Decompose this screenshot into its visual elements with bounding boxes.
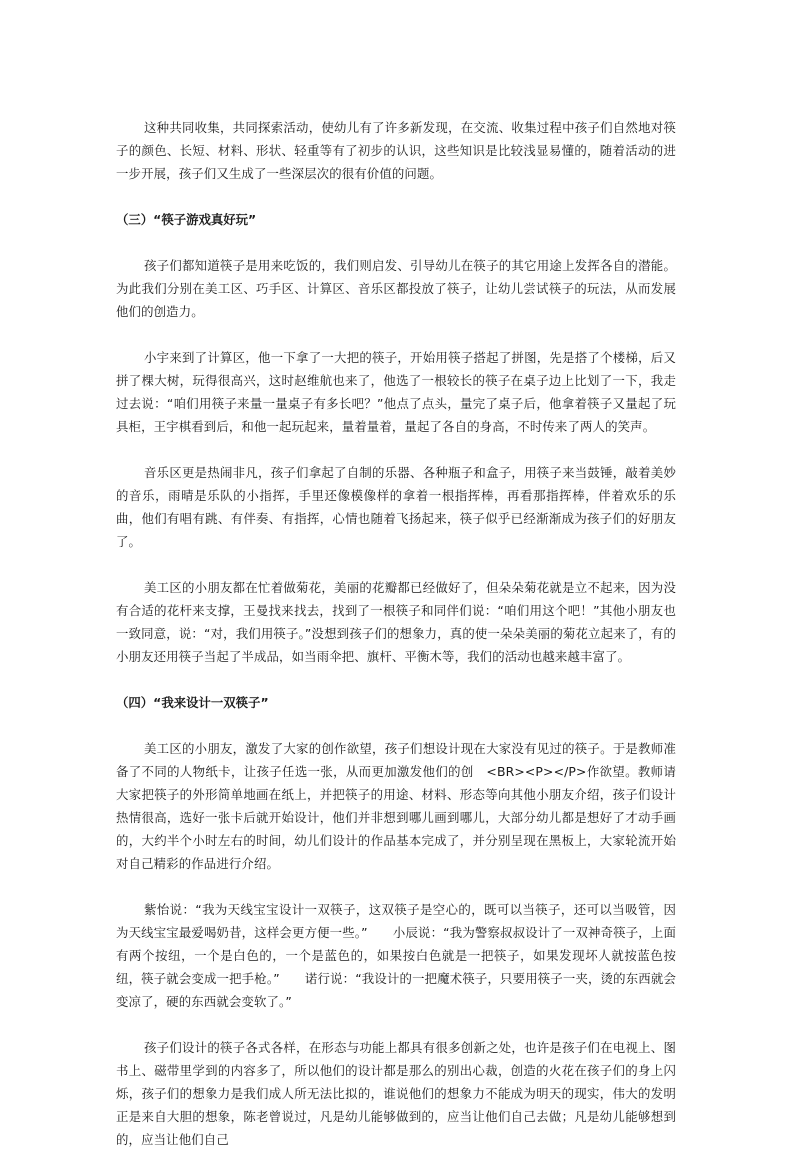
paragraph-music-area: 音乐区更是热闹非凡，孩子们拿起了自制的乐器、各种瓶子和盒子，用筷子来当鼓锤，敲着美妙的音乐，雨晴是乐队的小指挥，手里还像模像样的拿着一根指挥棒，再看那指挥棒，伴着欢乐的乐曲，他们有唱有跳、有伴奏、有指挥，心情也随着飞扬起来，筷子似乎已经渐渐成为孩子们的好朋友了。: [116, 465, 676, 549]
paragraph-math-area: 小宇来到了计算区，他一下拿了一大把的筷子，开始用筷子搭起了拼图，先是搭了个楼梯，后又拼了棵大树，玩得很高兴，这时赵维航也来了，他选了一根较长的筷子在桌子边上比划了一下，我走过去说：“咱们用筷子来量一量桌子有多长吧？”他点了点头，量完了桌子后，他拿着筷子又量起了玩具柜，王宇棋看到后，和他一起玩起来，量着量着，量起了各自的身高，不时传来了两人的笑声。: [116, 350, 676, 434]
paragraph-design-activity: 美工区的小朋友，激发了大家的创作欲望，孩子们想设计现在大家没有见过的筷子。于是教师准备了不同的人物纸卡，让孩子任选一张，从而更加激发他们的创 <BR><P></P>作欲望。教师请大家把筷子的外形简单地画在纸上，并把筷子的用途、材料、形态等向其他小朋友介绍，孩子们设计热情很高，选好一张卡后就开始设计，他们并非想到哪儿画到哪儿，大部分幼儿都是想好了才动手画的，大约半个小时左右的时间，幼儿们设计的作品基本完成了，并分别呈现在黑板上，大家轮流开始对自己精彩的作品进行介绍。: [116, 741, 676, 871]
paragraph-conclusion: 孩子们设计的筷子各式各样，在形态与功能上都具有很多创新之处，也许是孩子们在电视上、图书上、磁带里学到的内容多了，所以他们的设计都是那么的别出心裁，创造的火花在孩子们的身上闪烁，孩子们的想象力是我们成人所无法比拟的，谁说他们的想象力不能成为明天的现实，伟大的发明正是来自大胆的想象，陈老曾说过，凡是幼儿能够做到的，应当让他们自己去做；凡是幼儿能够想到的，应当让他们自己: [116, 1040, 676, 1147]
paragraph-art-area: 美工区的小朋友都在忙着做菊花，美丽的花瓣都已经做好了，但朵朵菊花就是立不起来，因为没有合适的花杆来支撑，王曼找来找去，找到了一根筷子和同伴们说：“咱们用这个吧！”其他小朋友也一致同意，说：“对，我们用筷子。”没想到孩子们的想象力，真的使一朵朵美丽的菊花立起来了，有的小朋友还用筷子当起了半成品，如当雨伞把、旗杆、平衡木等，我们的活动也越来越丰富了。: [116, 580, 676, 664]
paragraph-children-quotes: 紫怡说：“我为天线宝宝设计一双筷子，这双筷子是空心的，既可以当筷子，还可以当吸管，因为天线宝宝最爱喝奶昔，这样会更方便一些。” 小辰说：“我为警察叔叔设计了一双神奇筷子，上面有两个按纽，一个是白色的，一个是蓝色的，如果按白色就是一把筷子，如果发现坏人就按蓝色按纽，筷子就会变成一把手枪。” 诺行说：“我设计的一把魔术筷子，只要用筷子一夹，烫的东西就会变凉了，硬的东西就会变软了。”: [116, 902, 676, 1009]
paragraph-collecting-summary: 这种共同收集，共同探索活动，使幼儿有了许多新发现，在交流、收集过程中孩子们自然地对筷子的颜色、长短、材料、形状、轻重等有了初步的认识，这些知识是比较浅显易懂的，随着活动的进一步开展，孩子们又生成了一些深层次的很有价值的问题。: [116, 120, 676, 181]
paragraph-play-areas: 孩子们都知道筷子是用来吃饭的，我们则启发、引导幼儿在筷子的其它用途上发挥各自的潜能。为此我们分别在美工区、巧手区、计算区、音乐区都投放了筷子，让幼儿尝试筷子的玩法，从而发展他们的创造力。: [116, 258, 676, 319]
section-heading-chopstick-games: （三）“筷子游戏真好玩”: [116, 212, 257, 227]
document-body: [116, 116, 676, 1151]
section-heading-design-chopsticks: （四）“我来设计一双筷子”: [116, 695, 269, 710]
